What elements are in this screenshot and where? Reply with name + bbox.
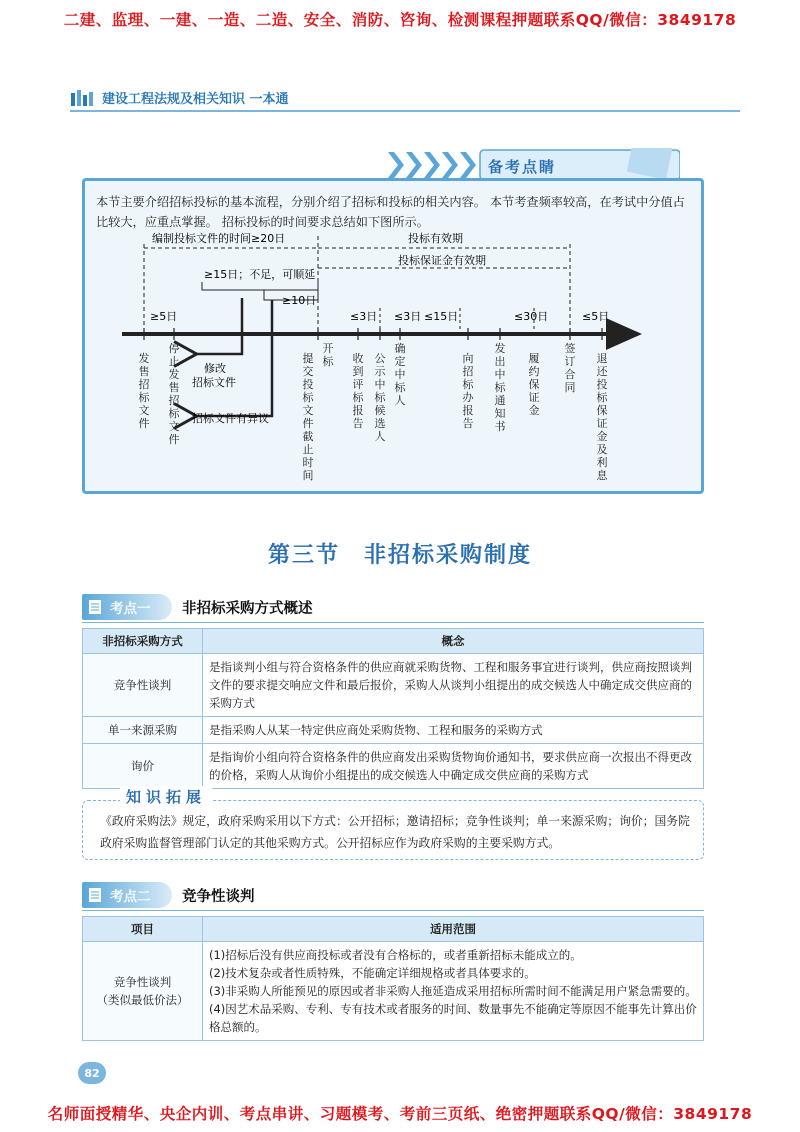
- span-prep-label: 编制投标文件的时间≥20日: [152, 232, 286, 245]
- table-cell-method: 询价: [83, 744, 203, 789]
- label-objection: 招标文件有异议: [192, 412, 269, 425]
- knowledge-extension-title: 知识拓展: [120, 786, 212, 807]
- table-cell-method: 单一来源采购: [83, 717, 203, 744]
- table-header-cell: 项目: [83, 917, 203, 942]
- event-label: 退还投标保证金及利息: [596, 352, 608, 482]
- book-title: 建设工程法规及相关知识 一本通: [102, 92, 289, 107]
- table-row: [83, 717, 704, 744]
- table-header-cell: 适用范围: [203, 917, 704, 942]
- arrow-modify: [194, 298, 242, 354]
- scope-item: (3)非采购人所能预见的原因或者非采购人拖延造成采用招标所需时间不能满足用户紧急需要的。: [209, 984, 697, 998]
- interval-le3a: ≤3日: [350, 310, 378, 323]
- table-cell-item: [83, 942, 203, 1041]
- book-header: [70, 88, 289, 107]
- arrow-objection: [194, 300, 272, 416]
- event-label: 发售招标文件: [138, 352, 150, 430]
- book-icon: [70, 89, 94, 107]
- scope-item: (1)招标后没有供应商投标或者没有合格标的，或者重新招标未能成立的。: [209, 948, 582, 962]
- top-promo-banner: 二建、监理、一建、一造、二造、安全、消防、咨询、检测课程押题联系QQ/微信：3849178: [63, 11, 737, 29]
- timeline-diagram: [82, 178, 704, 494]
- event-label: 确定中标人: [394, 342, 406, 407]
- span-deposit-label: 投标保证金有效期: [398, 254, 486, 267]
- interval-le15: ≤15日: [424, 310, 459, 323]
- kp2-title: 竞争性谈判: [182, 888, 255, 905]
- kp2-header: [82, 882, 255, 908]
- event-label: 开标: [322, 342, 334, 368]
- kp1-badge-label: 考点一: [110, 601, 151, 617]
- scope-item: (2)技术复杂或者性质特殊，不能确定详细规格或者具体要求的。: [209, 966, 536, 980]
- kp1-title: 非招标采购方式概述: [182, 600, 313, 617]
- kp2-rule: [82, 910, 704, 911]
- event-label: 向招标办报告: [462, 352, 474, 430]
- table-cell-concept: 是指询价小组向符合资格条件的供应商发出采购货物询价通知书，要求供应商一次报出不得更改的价格，采购人从询价小组提出的成交候选人中确定成交供应商的采购方式: [203, 744, 704, 789]
- kp2-badge: [82, 882, 172, 908]
- table-header-row: [83, 629, 704, 654]
- label-modify: 修改招标文件: [192, 362, 236, 389]
- event-label: 收到评标报告: [352, 352, 364, 430]
- bottom-promo-banner: 名师面授精华、央企内训、考点串讲、习题模考、考前三页纸、绝密押题联系QQ/微信：3849178: [47, 1105, 753, 1123]
- kp1-badge: [82, 594, 172, 620]
- kp1-header: [82, 594, 313, 620]
- table-header-cell: 概念: [203, 629, 704, 654]
- section-title: 第三节 非招标采购制度: [267, 542, 532, 568]
- kp1-table: [82, 628, 704, 789]
- event-label: 提交投标文件截止时间: [302, 352, 314, 482]
- interval-ge5: ≥5日: [150, 310, 178, 323]
- table-row: [83, 744, 704, 789]
- event-label: 公示中标候选人: [374, 352, 386, 443]
- document-icon: [88, 599, 102, 615]
- interval-le5: ≤5日: [582, 310, 610, 323]
- note-15: ≥15日；不足，可顺延: [204, 268, 316, 281]
- scope-item: (4)因艺术品采购、专利、专有技术或者服务的时间、数量事先不能确定等原因不能事先计算出价格总额的。: [209, 1002, 697, 1034]
- event-label: 履约保证金: [528, 352, 540, 417]
- table-header-row: [83, 917, 704, 942]
- event-label: 发出中标通知书: [494, 342, 506, 433]
- header-divider: [70, 110, 740, 112]
- page-number: 82: [78, 1062, 106, 1084]
- intro-text: 本节主要介绍招标投标的基本流程，分别介绍了招标和投标的相关内容。 本节考查频率较高，在考试中分值占比较大，应重点掌握。 招标投标的时间要求总结如下图所示。: [96, 195, 685, 229]
- item-sublabel: （类似最低价法）: [96, 993, 189, 1007]
- knowledge-extension-text: 《政府采购法》规定，政府采购采用以下方式：公开招标；邀请招标；竞争性谈判；单一来源采购；询价；国务院政府采购监督管理部门认定的其他采购方式。公开招标应作为政府采购的主要采购方式。: [100, 814, 690, 850]
- table-cell-concept: 是指采购人从某一特定供应商处采购货物、工程和服务的采购方式: [203, 717, 704, 744]
- brace-15: [202, 282, 318, 290]
- kp1-rule: [82, 622, 704, 623]
- table-cell-method: 竞争性谈判: [83, 654, 203, 717]
- table-row: [83, 654, 704, 717]
- kp2-badge-label: 考点二: [110, 889, 151, 905]
- kp2-table: [82, 916, 704, 1041]
- ribbon-title: 备考点睛: [488, 158, 557, 176]
- interval-le3b: ≤3日: [394, 310, 422, 323]
- span-validity-label: 投标有效期: [408, 232, 463, 245]
- table-cell-scope: [203, 942, 704, 1041]
- event-label: 签订合同: [564, 342, 576, 394]
- note-10: ≥10日: [282, 294, 317, 307]
- table-header-cell: 非招标采购方式: [83, 629, 203, 654]
- item-label: 竞争性谈判: [113, 975, 172, 989]
- table-row: [83, 942, 704, 1041]
- table-cell-concept: 是指谈判小组与符合资格条件的供应商就采购货物、工程和服务事宜进行谈判，供应商按照谈判文件的要求提交响应文件和最后报价，采购人从谈判小组提出的成交候选人中确定成交供应商的采购方式: [203, 654, 704, 717]
- event-label: 停止发售招标文件: [168, 342, 180, 446]
- document-icon: [88, 887, 102, 903]
- interval-le30: ≤30日: [514, 310, 549, 323]
